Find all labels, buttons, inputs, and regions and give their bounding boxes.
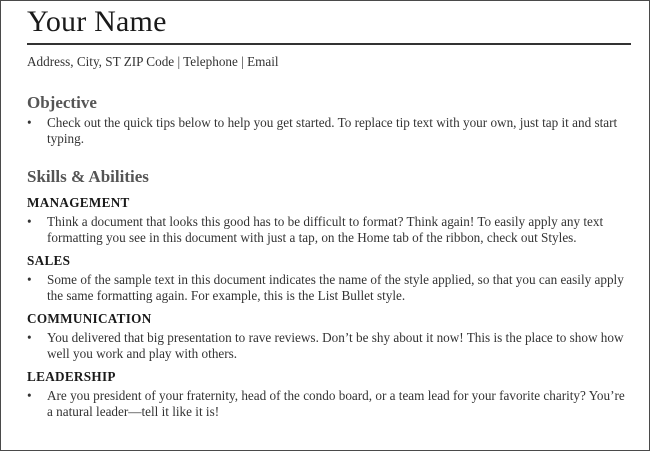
- contact-info[interactable]: Address, City, ST ZIP Code | Telephone | Email: [27, 54, 279, 69]
- objective-list: [27, 115, 631, 146]
- management-list: [27, 214, 631, 245]
- list-item[interactable]: [27, 214, 631, 245]
- objective-text[interactable]: Check out the quick tips below to help you get started. To replace tip text with your own, just tap it and start typing.: [47, 115, 618, 146]
- skill-group-leadership[interactable]: LEADERSHIP: [27, 369, 116, 384]
- bullet-icon: •: [27, 214, 32, 229]
- communication-text[interactable]: You delivered that big presentation to rave reviews. Don’t be shy about it now! This is the place to show how well you work and play with others.: [47, 330, 624, 361]
- skills-heading[interactable]: Skills & Abilities: [27, 167, 149, 186]
- sales-list: [27, 272, 631, 303]
- bullet-icon: •: [27, 115, 32, 130]
- leadership-list: [27, 388, 631, 419]
- list-item[interactable]: [27, 388, 631, 419]
- skill-group-management[interactable]: MANAGEMENT: [27, 195, 130, 210]
- resume-name[interactable]: Your Name: [27, 5, 631, 45]
- resume-page: [27, 1, 631, 419]
- list-item[interactable]: [27, 115, 631, 146]
- management-text[interactable]: Think a document that looks this good has to be difficult to format? Think again! To easily apply any text formatting you see in this document with just a tap, on the Home tab of the ribbon, check out Styles.: [47, 214, 604, 245]
- list-item[interactable]: [27, 330, 631, 361]
- communication-list: [27, 330, 631, 361]
- skill-group-communication[interactable]: COMMUNICATION: [27, 311, 152, 326]
- sales-text[interactable]: Some of the sample text in this document indicates the name of the style applied, so that you can easily apply the same formatting again. For example, this is the List Bullet style.: [47, 272, 624, 303]
- objective-heading[interactable]: Objective: [27, 93, 97, 112]
- bullet-icon: •: [27, 272, 32, 287]
- leadership-text[interactable]: Are you president of your fraternity, head of the condo board, or a team lead for your favorite charity? You’re a natural leader—tell it like it is!: [47, 388, 625, 419]
- bullet-icon: •: [27, 388, 32, 403]
- bullet-icon: •: [27, 330, 32, 345]
- list-item[interactable]: [27, 272, 631, 303]
- skill-group-sales[interactable]: SALES: [27, 253, 71, 268]
